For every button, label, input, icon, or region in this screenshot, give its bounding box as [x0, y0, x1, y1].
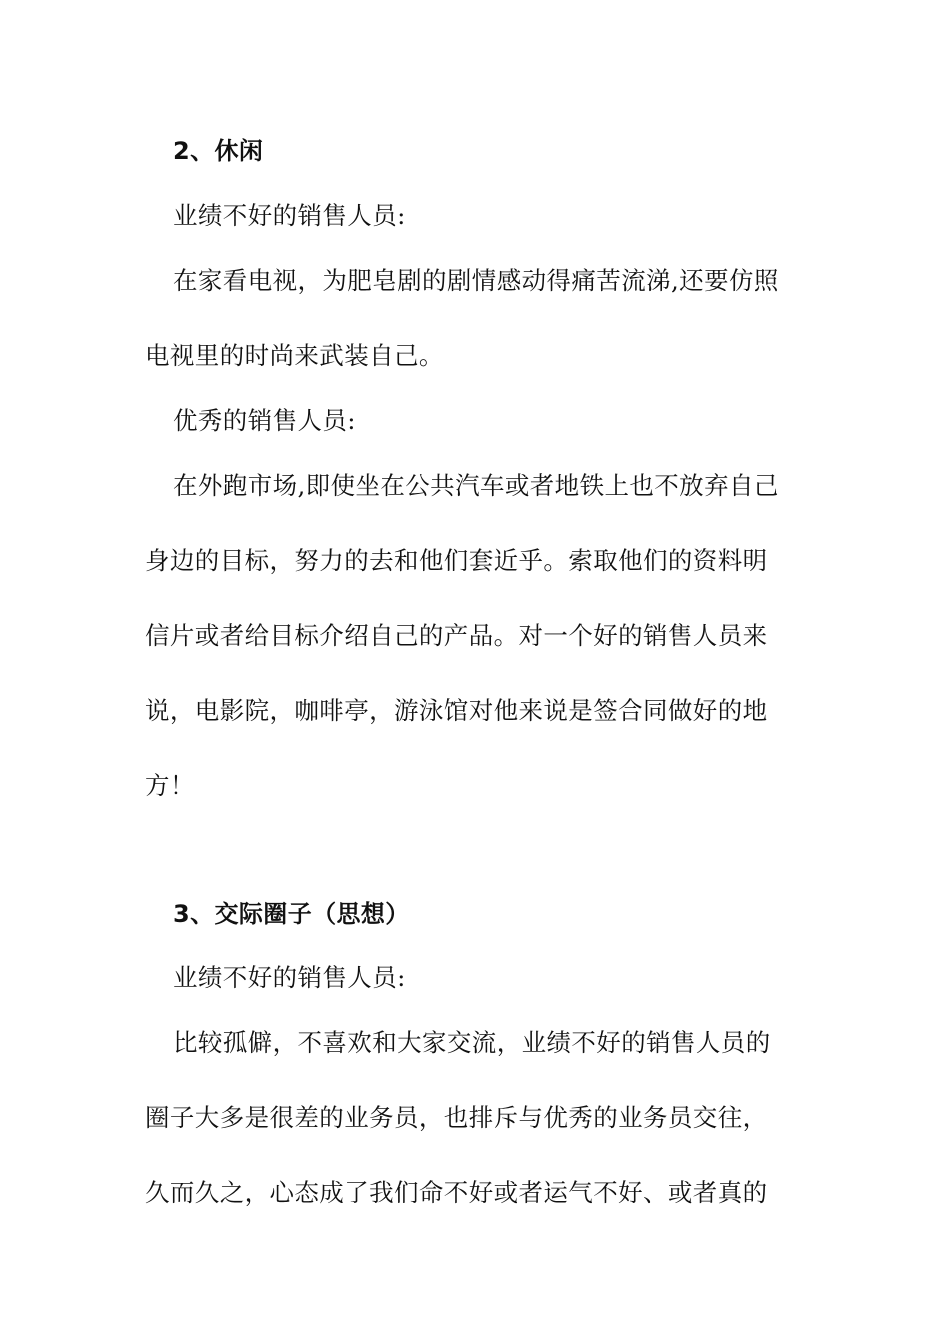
poor-performer-label: 业绩不好的销售人员: [173, 963, 406, 992]
paragraph-line: 信片或者给目标介绍自己的产品。对一个好的销售人员来 [145, 621, 768, 650]
good-performer-label: 优秀的销售人员: [173, 406, 356, 435]
paragraph-line: 身边的目标，努力的去和他们套近乎。索取他们的资料明 [145, 546, 768, 575]
section-heading-leisure: 2、休闲 [173, 137, 264, 165]
paragraph-line: 在家看电视，为肥皂剧的剧情感动得痛苦流涕,还要仿照 [173, 266, 779, 295]
paragraph-line: 说，电影院，咖啡亭，游泳馆对他来说是签合同做好的地 [145, 696, 768, 725]
poor-performer-label: 业绩不好的销售人员: [173, 201, 406, 230]
paragraph-line: 久而久之，心态成了我们命不好或者运气不好、或者真的 [145, 1178, 768, 1207]
paragraph-line: 电视里的时尚来武装自己。 [145, 341, 444, 370]
section-heading-social-circle: 3、交际圈子（思想） [173, 900, 410, 928]
paragraph-line: 方！ [145, 771, 195, 800]
paragraph-line: 圈子大多是很差的业务员，也排斥与优秀的业务员交往， [145, 1103, 768, 1132]
paragraph-line: 在外跑市场,即使坐在公共汽车或者地铁上也不放弃自己 [173, 471, 779, 500]
paragraph-line: 比较孤僻，不喜欢和大家交流，业绩不好的销售人员的 [173, 1028, 771, 1057]
